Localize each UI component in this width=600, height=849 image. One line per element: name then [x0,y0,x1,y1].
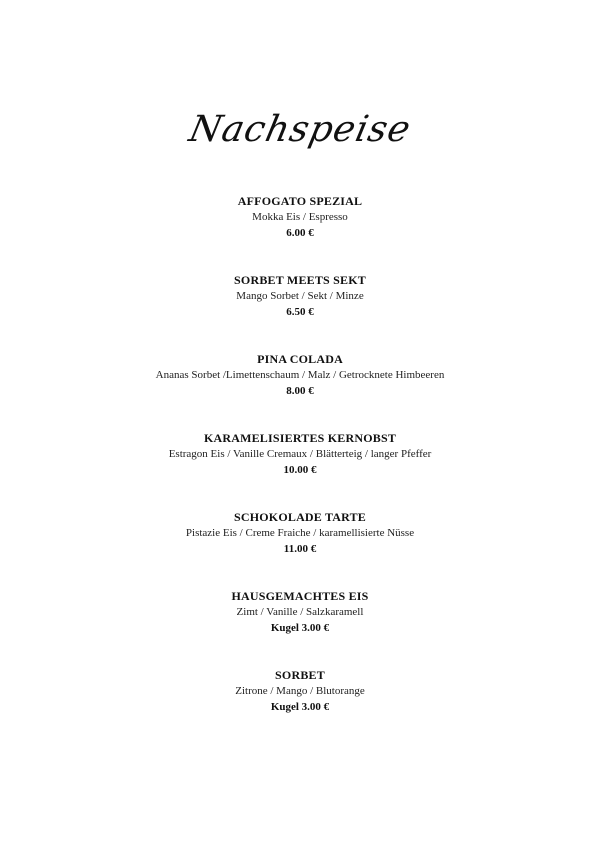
item-name: KARAMELISIERTES KERNOBST [203,431,397,445]
item-name: AFFOGATO SPEZIAL [237,194,363,208]
menu-item [0,509,600,588]
item-price: Kugel 3.00 € [270,622,330,634]
item-name: SORBET [275,668,325,682]
item-name: SORBET MEETS SEKT [234,273,366,287]
menu-item [0,351,600,430]
item-description: Estragon Eis / Vanille Cremaux / Blätterteig / langer Pfeffer [168,448,432,460]
menu-item [0,430,600,509]
dessert-menu [0,193,600,746]
item-name: SCHOKOLADE TARTE [233,510,367,524]
item-description: Pistazie Eis / Creme Fraiche / karamellisierte Nüsse [185,527,415,539]
item-description: Mokka Eis / Espresso [252,211,348,223]
item-price: 6.00 € [286,227,314,239]
item-description: Ananas Sorbet /Limettenschaum / Malz / Getrocknete Himbeeren [155,369,445,381]
page-title: Nachspeise [185,109,415,150]
item-price: 6.50 € [286,306,314,318]
item-price: 10.00 € [283,464,317,476]
item-price: 8.00 € [286,385,314,397]
item-description: Zimt / Vanille / Salzkaramell [236,606,364,618]
item-name: HAUSGEMACHTES EIS [231,589,369,603]
item-name: PINA COLADA [257,352,343,366]
item-price: 11.00 € [283,543,317,555]
menu-item [0,588,600,667]
item-price: Kugel 3.00 € [270,701,330,713]
menu-item [0,272,600,351]
menu-item [0,667,600,746]
menu-item [0,193,600,272]
item-description: Zitrone / Mango / Blutorange [235,685,365,697]
item-description: Mango Sorbet / Sekt / Minze [236,290,364,302]
